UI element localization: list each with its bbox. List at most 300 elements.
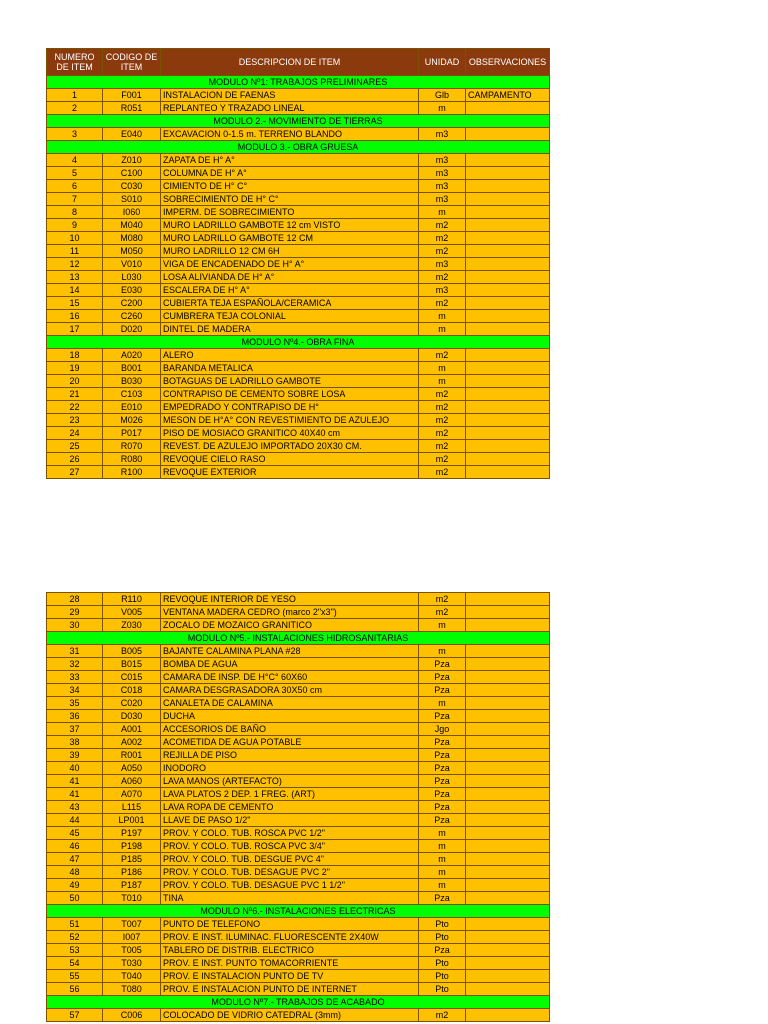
item-code-cell: T010 bbox=[103, 892, 161, 905]
observations-cell bbox=[466, 671, 550, 684]
unit-cell: m bbox=[419, 645, 466, 658]
unit-cell: m bbox=[419, 323, 466, 336]
item-code-cell: C020 bbox=[103, 697, 161, 710]
item-code-cell: C006 bbox=[103, 1009, 161, 1022]
table-row bbox=[47, 180, 550, 193]
description-cell: VENTANA MADERA CEDRO (marco 2"x3") bbox=[161, 606, 419, 619]
description-cell: INODORO bbox=[161, 762, 419, 775]
unit-cell: m2 bbox=[419, 414, 466, 427]
description-cell: PROV. E INST. PUNTO TOMACORRIENTE bbox=[161, 957, 419, 970]
item-code-cell: P197 bbox=[103, 827, 161, 840]
unit-cell: Pto bbox=[419, 957, 466, 970]
description-cell: PROV. E INSTALACION PUNTO DE TV bbox=[161, 970, 419, 983]
observations-cell bbox=[466, 167, 550, 180]
unit-cell: Pto bbox=[419, 970, 466, 983]
item-number-cell: 4 bbox=[47, 154, 103, 167]
observations-cell bbox=[466, 453, 550, 466]
description-cell: TABLERO DE DISTRIB. ELECTRICO bbox=[161, 944, 419, 957]
table-row bbox=[47, 271, 550, 284]
item-code-cell: C103 bbox=[103, 388, 161, 401]
observations-cell bbox=[466, 323, 550, 336]
observations-cell bbox=[466, 440, 550, 453]
module-header-row bbox=[47, 905, 550, 918]
unit-cell: Pza bbox=[419, 762, 466, 775]
description-cell: BOMBA DE AGUA bbox=[161, 658, 419, 671]
item-code-cell: I060 bbox=[103, 206, 161, 219]
table-row bbox=[47, 918, 550, 931]
table-1-body bbox=[47, 76, 550, 479]
item-number-cell: 48 bbox=[47, 866, 103, 879]
unit-cell: Pza bbox=[419, 658, 466, 671]
unit-cell: Pto bbox=[419, 983, 466, 996]
unit-cell: m3 bbox=[419, 167, 466, 180]
item-number-cell: 12 bbox=[47, 258, 103, 271]
item-number-cell: 35 bbox=[47, 697, 103, 710]
observations-cell bbox=[466, 219, 550, 232]
item-code-cell: D030 bbox=[103, 710, 161, 723]
item-number-cell: 1 bbox=[47, 89, 103, 102]
description-cell: BARANDA METALICA bbox=[161, 362, 419, 375]
item-code-cell: M080 bbox=[103, 232, 161, 245]
description-cell: PROV. Y COLO. TUB. DESGUE PVC 4" bbox=[161, 853, 419, 866]
item-code-cell: Z030 bbox=[103, 619, 161, 632]
header-item-code: CODIGO DE ITEM bbox=[103, 49, 161, 76]
item-number-cell: 30 bbox=[47, 619, 103, 632]
module-header-row bbox=[47, 996, 550, 1009]
item-code-cell: M040 bbox=[103, 219, 161, 232]
unit-cell: m2 bbox=[419, 593, 466, 606]
item-code-cell: LP001 bbox=[103, 814, 161, 827]
description-cell: LAVA MANOS (ARTEFACTO) bbox=[161, 775, 419, 788]
table-row bbox=[47, 245, 550, 258]
unit-cell: Pto bbox=[419, 918, 466, 931]
unit-cell: m2 bbox=[419, 232, 466, 245]
description-cell: PROV. Y COLO. TUB. ROSCA PVC 3/4" bbox=[161, 840, 419, 853]
unit-cell: m2 bbox=[419, 245, 466, 258]
table-row bbox=[47, 362, 550, 375]
description-cell: REVOQUE EXTERIOR bbox=[161, 466, 419, 479]
observations-cell bbox=[466, 645, 550, 658]
unit-cell: m bbox=[419, 879, 466, 892]
table-row bbox=[47, 89, 550, 102]
item-code-cell: T007 bbox=[103, 918, 161, 931]
table-row bbox=[47, 466, 550, 479]
module-header-row bbox=[47, 632, 550, 645]
table-row bbox=[47, 1009, 550, 1022]
observations-cell bbox=[466, 154, 550, 167]
observations-cell bbox=[466, 866, 550, 879]
item-code-cell: E040 bbox=[103, 128, 161, 141]
item-code-cell: P017 bbox=[103, 427, 161, 440]
item-number-cell: 5 bbox=[47, 167, 103, 180]
table-row bbox=[47, 219, 550, 232]
item-code-cell: P186 bbox=[103, 866, 161, 879]
description-cell: MURO LADRILLO GAMBOTE 12 CM bbox=[161, 232, 419, 245]
description-cell: MURO LADRILLO 12 CM 6H bbox=[161, 245, 419, 258]
table-row bbox=[47, 957, 550, 970]
observations-cell bbox=[466, 879, 550, 892]
description-cell: ACOMETIDA DE AGUA POTABLE bbox=[161, 736, 419, 749]
observations-cell bbox=[466, 684, 550, 697]
table-row bbox=[47, 453, 550, 466]
observations-cell bbox=[466, 180, 550, 193]
item-number-cell: 22 bbox=[47, 401, 103, 414]
item-code-cell: C200 bbox=[103, 297, 161, 310]
item-number-cell: 27 bbox=[47, 466, 103, 479]
module-title: MODULO 2.- MOVIMIENTO DE TIERRAS bbox=[47, 115, 550, 128]
item-number-cell: 23 bbox=[47, 414, 103, 427]
module-title: MODULO Nº5.- INSTALACIONES HIDROSANITARIAS bbox=[47, 632, 550, 645]
item-code-cell: R070 bbox=[103, 440, 161, 453]
item-code-cell: M050 bbox=[103, 245, 161, 258]
unit-cell: m2 bbox=[419, 297, 466, 310]
description-cell: PROV. Y COLO. TUB. ROSCA PVC 1/2" bbox=[161, 827, 419, 840]
table-row bbox=[47, 944, 550, 957]
table-row bbox=[47, 749, 550, 762]
unit-cell: Pza bbox=[419, 710, 466, 723]
table-row bbox=[47, 606, 550, 619]
unit-cell: m bbox=[419, 362, 466, 375]
table-row bbox=[47, 232, 550, 245]
item-number-cell: 8 bbox=[47, 206, 103, 219]
table-row bbox=[47, 297, 550, 310]
item-number-cell: 39 bbox=[47, 749, 103, 762]
description-cell: CIMIENTO DE H° C° bbox=[161, 180, 419, 193]
unit-cell: Pto bbox=[419, 931, 466, 944]
item-number-cell: 56 bbox=[47, 983, 103, 996]
item-code-cell: I007 bbox=[103, 931, 161, 944]
item-number-cell: 13 bbox=[47, 271, 103, 284]
table-row bbox=[47, 206, 550, 219]
description-cell: LAVA ROPA DE CEMENTO bbox=[161, 801, 419, 814]
unit-cell: Glb bbox=[419, 89, 466, 102]
description-cell: ZAPATA DE H° A° bbox=[161, 154, 419, 167]
description-cell: BOTAGUAS DE LADRILLO GAMBOTE bbox=[161, 375, 419, 388]
item-code-cell: A050 bbox=[103, 762, 161, 775]
description-cell: ESCALERA DE H° A° bbox=[161, 284, 419, 297]
description-cell: ALERO bbox=[161, 349, 419, 362]
table-row bbox=[47, 970, 550, 983]
observations-cell bbox=[466, 892, 550, 905]
item-number-cell: 37 bbox=[47, 723, 103, 736]
unit-cell: m3 bbox=[419, 193, 466, 206]
item-number-cell: 29 bbox=[47, 606, 103, 619]
item-code-cell: C018 bbox=[103, 684, 161, 697]
unit-cell: m2 bbox=[419, 401, 466, 414]
module-title: MODULO Nº4.- OBRA FINA bbox=[47, 336, 550, 349]
observations-cell bbox=[466, 801, 550, 814]
item-number-cell: 51 bbox=[47, 918, 103, 931]
unit-cell: m bbox=[419, 310, 466, 323]
table-row bbox=[47, 401, 550, 414]
item-number-cell: 15 bbox=[47, 297, 103, 310]
item-number-cell: 6 bbox=[47, 180, 103, 193]
item-number-cell: 38 bbox=[47, 736, 103, 749]
item-code-cell: P187 bbox=[103, 879, 161, 892]
item-code-cell: B005 bbox=[103, 645, 161, 658]
observations-cell bbox=[466, 606, 550, 619]
item-number-cell: 18 bbox=[47, 349, 103, 362]
item-number-cell: 28 bbox=[47, 593, 103, 606]
unit-cell: m2 bbox=[419, 349, 466, 362]
table-row bbox=[47, 983, 550, 996]
description-cell: REVOQUE CIELO RASO bbox=[161, 453, 419, 466]
table-row bbox=[47, 892, 550, 905]
item-code-cell: L115 bbox=[103, 801, 161, 814]
table-row bbox=[47, 879, 550, 892]
item-code-cell: A070 bbox=[103, 788, 161, 801]
description-cell: IMPERM. DE SOBRECIMIENTO bbox=[161, 206, 419, 219]
unit-cell: m2 bbox=[419, 1009, 466, 1022]
table-row bbox=[47, 427, 550, 440]
description-cell: CAMARA DESGRASADORA 30X50 cm bbox=[161, 684, 419, 697]
unit-cell: m bbox=[419, 853, 466, 866]
module-header-row bbox=[47, 76, 550, 89]
item-code-cell: A001 bbox=[103, 723, 161, 736]
item-code-cell: A020 bbox=[103, 349, 161, 362]
description-cell: MESON DE H°A° CON REVESTIMIENTO DE AZULEJO bbox=[161, 414, 419, 427]
item-number-cell: 2 bbox=[47, 102, 103, 115]
header-description: DESCRIPCION DE ITEM bbox=[161, 49, 419, 76]
item-number-cell: 49 bbox=[47, 879, 103, 892]
unit-cell: Pza bbox=[419, 892, 466, 905]
observations-cell bbox=[466, 349, 550, 362]
unit-cell: Pza bbox=[419, 671, 466, 684]
observations-cell bbox=[466, 245, 550, 258]
unit-cell: m2 bbox=[419, 219, 466, 232]
header-unit: UNIDAD bbox=[419, 49, 466, 76]
item-number-cell: 24 bbox=[47, 427, 103, 440]
table-row bbox=[47, 671, 550, 684]
module-header-row bbox=[47, 115, 550, 128]
description-cell: VIGA DE ENCADENADO DE H° A° bbox=[161, 258, 419, 271]
description-cell: PUNTO DE TELEFONO bbox=[161, 918, 419, 931]
unit-cell: Jgo bbox=[419, 723, 466, 736]
table-row bbox=[47, 375, 550, 388]
item-number-cell: 55 bbox=[47, 970, 103, 983]
table-row bbox=[47, 866, 550, 879]
unit-cell: m3 bbox=[419, 154, 466, 167]
item-code-cell: M026 bbox=[103, 414, 161, 427]
description-cell: DUCHA bbox=[161, 710, 419, 723]
table-row bbox=[47, 775, 550, 788]
description-cell: LLAVE DE PASO 1/2" bbox=[161, 814, 419, 827]
description-cell: CUMBRERA TEJA COLONIAL bbox=[161, 310, 419, 323]
unit-cell: m3 bbox=[419, 128, 466, 141]
unit-cell: m2 bbox=[419, 466, 466, 479]
observations-cell bbox=[466, 1009, 550, 1022]
unit-cell: Pza bbox=[419, 775, 466, 788]
description-cell: INSTALACION DE FAENAS bbox=[161, 89, 419, 102]
item-number-cell: 54 bbox=[47, 957, 103, 970]
observations-cell bbox=[466, 619, 550, 632]
description-cell: PISO DE MOSIACO GRANITICO 40X40 cm bbox=[161, 427, 419, 440]
observations-cell bbox=[466, 271, 550, 284]
observations-cell bbox=[466, 944, 550, 957]
observations-cell bbox=[466, 128, 550, 141]
observations-cell bbox=[466, 232, 550, 245]
table-row bbox=[47, 388, 550, 401]
unit-cell: m3 bbox=[419, 258, 466, 271]
item-code-cell: T040 bbox=[103, 970, 161, 983]
table-row bbox=[47, 723, 550, 736]
item-number-cell: 41 bbox=[47, 788, 103, 801]
observations-cell bbox=[466, 970, 550, 983]
observations-cell bbox=[466, 840, 550, 853]
table-2-body bbox=[47, 593, 550, 1022]
header-item-number: NUMERO DE ITEM bbox=[47, 49, 103, 76]
unit-cell: m bbox=[419, 840, 466, 853]
item-number-cell: 11 bbox=[47, 245, 103, 258]
item-number-cell: 33 bbox=[47, 671, 103, 684]
observations-cell bbox=[466, 736, 550, 749]
unit-cell: m bbox=[419, 619, 466, 632]
item-code-cell: L030 bbox=[103, 271, 161, 284]
observations-cell bbox=[466, 749, 550, 762]
item-number-cell: 3 bbox=[47, 128, 103, 141]
item-number-cell: 19 bbox=[47, 362, 103, 375]
description-cell: REVEST. DE AZULEJO IMPORTADO 20X30 CM. bbox=[161, 440, 419, 453]
item-number-cell: 41 bbox=[47, 775, 103, 788]
unit-cell: m bbox=[419, 102, 466, 115]
description-cell: SOBRECIMIENTO DE H° C° bbox=[161, 193, 419, 206]
observations-cell bbox=[466, 362, 550, 375]
observations-cell bbox=[466, 284, 550, 297]
observations-cell bbox=[466, 193, 550, 206]
module-title: MODULO Nº1: TRABAJOS PRELIMINARES bbox=[47, 76, 550, 89]
unit-cell: m2 bbox=[419, 453, 466, 466]
table-row bbox=[47, 697, 550, 710]
table-row bbox=[47, 193, 550, 206]
table-row bbox=[47, 931, 550, 944]
unit-cell: m bbox=[419, 866, 466, 879]
table-row bbox=[47, 167, 550, 180]
item-code-cell: B001 bbox=[103, 362, 161, 375]
item-code-cell: V010 bbox=[103, 258, 161, 271]
table-row bbox=[47, 762, 550, 775]
item-code-cell: P185 bbox=[103, 853, 161, 866]
table-row bbox=[47, 440, 550, 453]
unit-cell: Pza bbox=[419, 788, 466, 801]
table-row bbox=[47, 658, 550, 671]
unit-cell: m3 bbox=[419, 180, 466, 193]
description-cell: MURO LADRILLO GAMBOTE 12 cm VISTO bbox=[161, 219, 419, 232]
description-cell: LOSA ALIVIANDA DE H° A° bbox=[161, 271, 419, 284]
description-cell: CAMARA DE INSP. DE H°C° 60X60 bbox=[161, 671, 419, 684]
item-number-cell: 43 bbox=[47, 801, 103, 814]
observations-cell bbox=[466, 697, 550, 710]
unit-cell: m2 bbox=[419, 606, 466, 619]
unit-cell: Pza bbox=[419, 801, 466, 814]
observations-cell bbox=[466, 827, 550, 840]
item-number-cell: 47 bbox=[47, 853, 103, 866]
module-header-row bbox=[47, 141, 550, 154]
item-number-cell: 45 bbox=[47, 827, 103, 840]
unit-cell: m bbox=[419, 827, 466, 840]
table-row bbox=[47, 128, 550, 141]
observations-cell bbox=[466, 297, 550, 310]
observations-cell bbox=[466, 918, 550, 931]
description-cell: REJILLA DE PISO bbox=[161, 749, 419, 762]
observations-cell bbox=[466, 388, 550, 401]
item-number-cell: 44 bbox=[47, 814, 103, 827]
observations-cell bbox=[466, 710, 550, 723]
unit-cell: m bbox=[419, 206, 466, 219]
items-table-1 bbox=[46, 48, 550, 479]
item-code-cell: C030 bbox=[103, 180, 161, 193]
observations-cell bbox=[466, 401, 550, 414]
table-row bbox=[47, 284, 550, 297]
module-title: MODULO 3.- OBRA GRUESA bbox=[47, 141, 550, 154]
table-row bbox=[47, 814, 550, 827]
item-code-cell: T005 bbox=[103, 944, 161, 957]
unit-cell: Pza bbox=[419, 684, 466, 697]
header-observations: OBSERVACIONES bbox=[466, 49, 550, 76]
observations-cell bbox=[466, 788, 550, 801]
description-cell: ACCESORIOS DE BAÑO bbox=[161, 723, 419, 736]
item-code-cell: D020 bbox=[103, 323, 161, 336]
table-row bbox=[47, 310, 550, 323]
item-code-cell: R001 bbox=[103, 749, 161, 762]
observations-cell bbox=[466, 775, 550, 788]
observations-cell bbox=[466, 957, 550, 970]
table-row bbox=[47, 154, 550, 167]
item-code-cell: R051 bbox=[103, 102, 161, 115]
module-title: MODULO Nº7.- TRABAJOS DE ACABADO bbox=[47, 996, 550, 1009]
item-number-cell: 25 bbox=[47, 440, 103, 453]
description-cell: LAVA PLATOS 2 DEP. 1 FREG. (ART) bbox=[161, 788, 419, 801]
item-code-cell: R110 bbox=[103, 593, 161, 606]
observations-cell bbox=[466, 658, 550, 671]
item-code-cell: V005 bbox=[103, 606, 161, 619]
item-number-cell: 14 bbox=[47, 284, 103, 297]
table-row bbox=[47, 827, 550, 840]
unit-cell: m bbox=[419, 375, 466, 388]
module-header-row bbox=[47, 336, 550, 349]
description-cell: EXCAVACION 0-1.5 m. TERRENO BLANDO bbox=[161, 128, 419, 141]
item-number-cell: 17 bbox=[47, 323, 103, 336]
unit-cell: Pza bbox=[419, 944, 466, 957]
item-number-cell: 20 bbox=[47, 375, 103, 388]
description-cell: REPLANTEO Y TRAZADO LINEAL bbox=[161, 102, 419, 115]
item-code-cell: T030 bbox=[103, 957, 161, 970]
item-number-cell: 21 bbox=[47, 388, 103, 401]
item-number-cell: 10 bbox=[47, 232, 103, 245]
item-number-cell: 57 bbox=[47, 1009, 103, 1022]
table-row bbox=[47, 258, 550, 271]
table-row bbox=[47, 414, 550, 427]
item-number-cell: 36 bbox=[47, 710, 103, 723]
item-code-cell: R100 bbox=[103, 466, 161, 479]
item-code-cell: C260 bbox=[103, 310, 161, 323]
item-number-cell: 46 bbox=[47, 840, 103, 853]
table-row bbox=[47, 593, 550, 606]
description-cell: DINTEL DE MADERA bbox=[161, 323, 419, 336]
item-code-cell: E030 bbox=[103, 284, 161, 297]
table-row bbox=[47, 840, 550, 853]
module-title: MODULO Nº6.- INSTALACIONES ELECTRICAS bbox=[47, 905, 550, 918]
item-code-cell: Z010 bbox=[103, 154, 161, 167]
header-row bbox=[47, 49, 550, 76]
observations-cell bbox=[466, 466, 550, 479]
observations-cell bbox=[466, 931, 550, 944]
item-number-cell: 52 bbox=[47, 931, 103, 944]
item-code-cell: B015 bbox=[103, 658, 161, 671]
description-cell: ZOCALO DE MOZAICO GRANITICO bbox=[161, 619, 419, 632]
observations-cell bbox=[466, 723, 550, 736]
item-code-cell: T080 bbox=[103, 983, 161, 996]
item-code-cell: B030 bbox=[103, 375, 161, 388]
